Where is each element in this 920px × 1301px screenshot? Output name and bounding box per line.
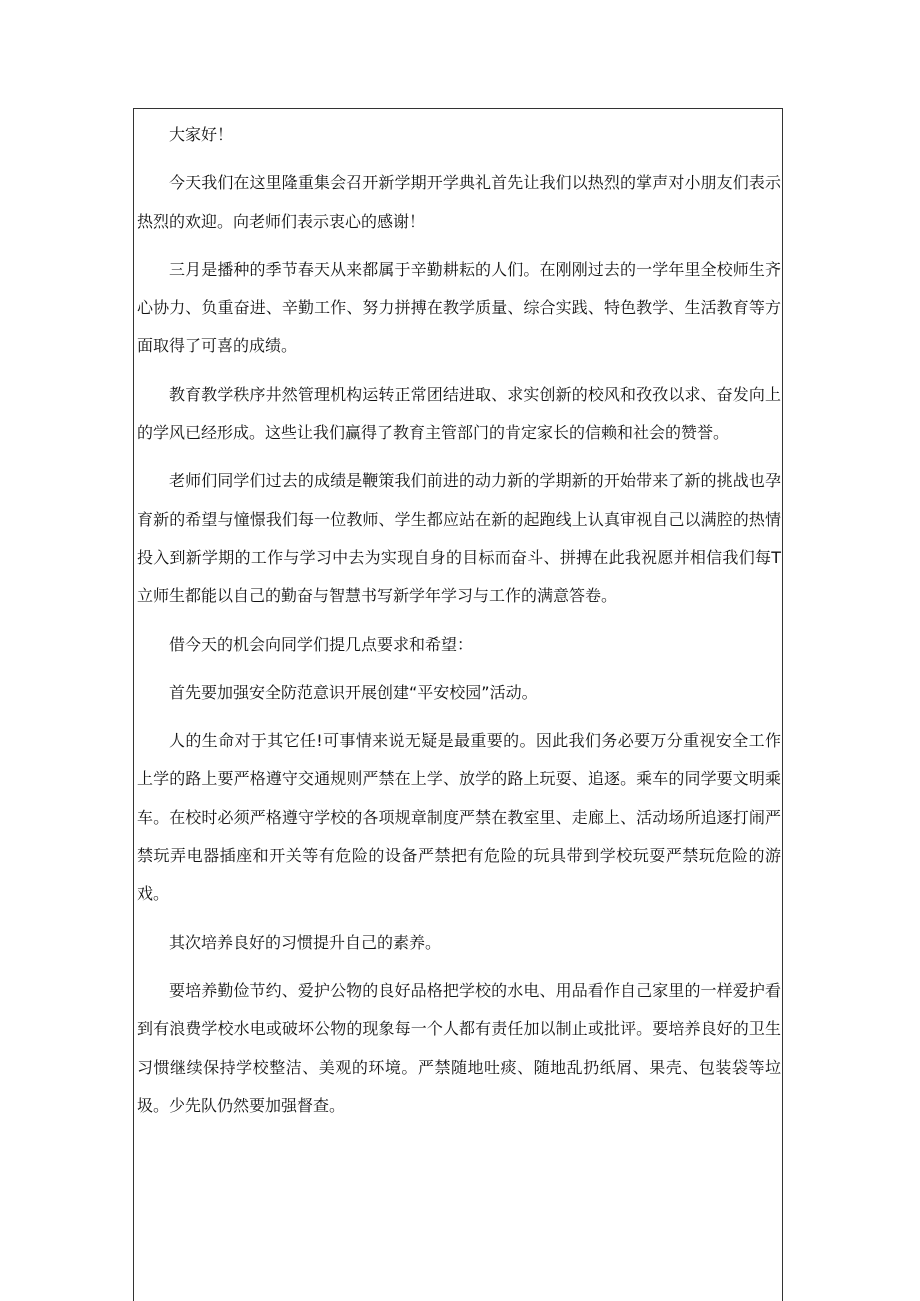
document-body (137, 116, 781, 1135)
paragraph-school-spirit: 教育教学秩序井然管理机构运转正常团结进取、求实创新的校风和孜孜以求、奋发向上的学风已经形成。这些让我们赢得了教育主管部门的肯定家长的信赖和社会的赞誉。 (137, 384, 781, 443)
paragraph-greeting: 大家好！ (169, 125, 234, 144)
paragraph-welcome: 今天我们在这里隆重集会召开新学期开学典礼首先让我们以热烈的掌声对小朋友们表示热烈的欢迎。向老师们表示衷心的感谢！ (137, 173, 781, 231)
paragraph-habits-details: 要培养勤俭节约、爱护公物的良好品格把学校的水电、用品看作自己家里的一样爱护看到有浪费学校水电或破坏公物的现象每一个人都有责任加以制止或批评。要培养良好的卫生习惯继续保持学校整洁、美观的环境。严禁随地吐痰、随地乱扔纸屑、果壳、包装袋等垃圾。少先队仍然要加强督查。 (137, 980, 781, 1115)
paragraph-requests-intro: 借今天的机会向同学们提几点要求和希望： (169, 634, 474, 654)
paragraph-safety-rules: 人的生命对于其它任!可事情来说无疑是最重要的。因此我们务必要万分重视安全工作上学的路上要严格遵守交通规则严禁在上学、放学的路上玩耍、追逐。乘车的同学要文明乘车。在校时必须严格遵守学校的各项规章制度严禁在教室里、走廊上、活动场所追逐打闹严禁玩弄电器插座和开关等有危险的设备严禁把有危险的玩具带到学校玩耍严禁玩危险的游戏。 (137, 731, 781, 904)
paragraph-new-semester: 老师们同学们过去的成绩是鞭策我们前进的动力新的学期新的开始带来了新的挑战也孕育新的希望与憧憬我们每一位教师、学生都应站在新的起跑线上认真审视自己以满腔的热情投入到新学期的工作与学习中去为实现自身的目标而奋斗、拼搏在此我祝愿并相信我们每T立师生都能以自己的勤奋与智慧书写新学年学习与工作的满意答卷。 (137, 471, 781, 606)
paragraph-habits-heading: 其次培养良好的习惯提升自己的素养。 (169, 932, 442, 952)
paragraph-safety-heading: 首先要加强安全防范意识开展创建“平安校园”活动。 (169, 682, 538, 702)
paragraph-achievements: 三月是播种的季节春天从来都属于辛勤耕耘的人们。在刚刚过去的一学年里全校师生齐心协力、负重奋进、辛勤工作、努力拼搏在教学质量、综合实践、特色教学、生活教育等方面取得了可喜的成绩。 (137, 259, 781, 356)
